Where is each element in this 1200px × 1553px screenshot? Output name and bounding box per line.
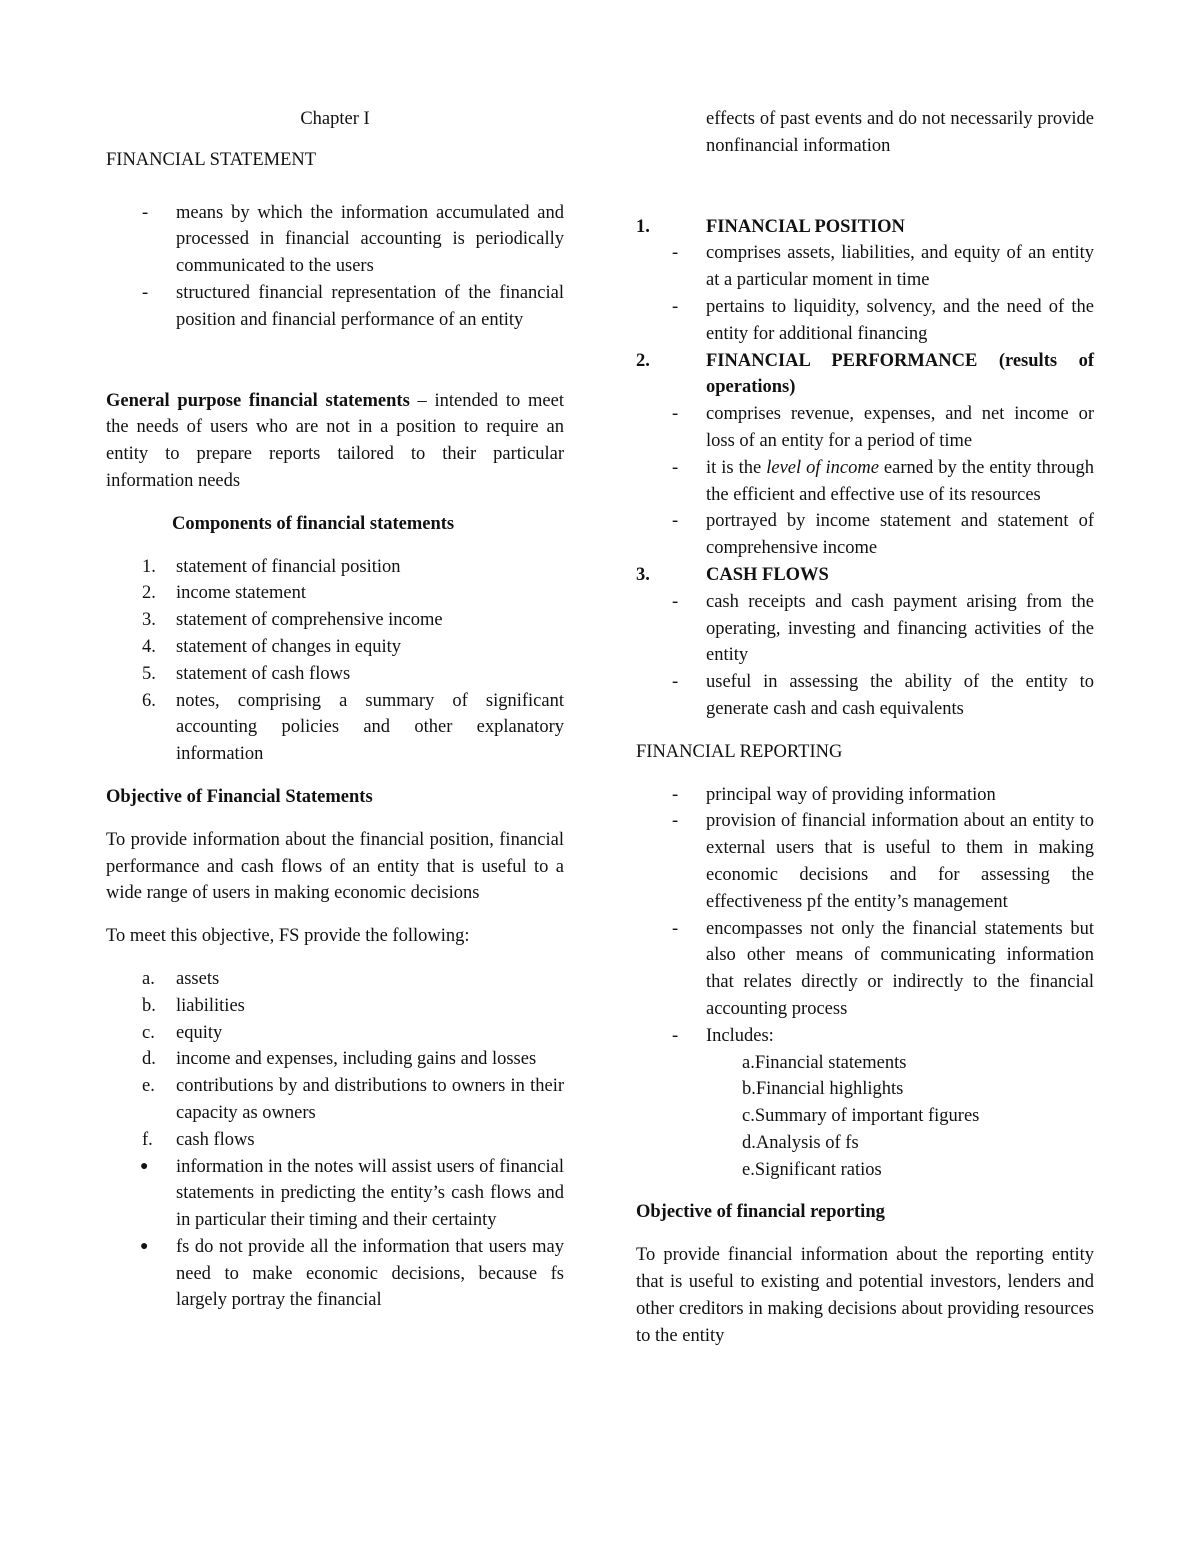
list-item [636,589,1094,669]
list-marker: 2. [142,583,156,604]
list-marker: b. [742,1079,756,1100]
list-marker: 6. [142,690,156,711]
objective-reporting-heading: Objective of financial reporting [636,1202,885,1223]
list-text: income and expenses, including gains and losses [176,1049,537,1070]
list-item: - structured financial representation of the financial position and financial performance of an entity [142,282,564,330]
left-column [106,106,564,1314]
list-marker: - [672,811,679,832]
list-text: portrayed by income statement and statement of comprehensive income [706,511,1094,559]
list-item [106,607,564,634]
list-text: cash flows [176,1129,255,1150]
list-text: statement of financial position [176,556,401,577]
list-marker: - [672,918,679,939]
general-purpose-term: General purpose financial statements [106,390,410,411]
list-item [106,634,564,661]
list-marker: ● [140,1158,149,1174]
list-text: fs do not provide all the information that users may need to make economic decisions, because fs largely portray the financial [176,1236,564,1311]
list-marker: - [672,672,679,693]
list-marker: d. [142,1049,156,1070]
objective-fs-text: To provide information about the financial position, financial performance and cash flows of an entity that is useful to a wide range of users in making economic decisions [106,829,564,904]
list-text: notes, comprising a summary of significant accounting policies and other explanatory information [176,690,564,765]
list-item [636,916,1094,1023]
list-marker: - [672,511,679,532]
section-title: FINANCIAL POSITION [706,216,905,237]
meet-objective-text: To meet this objective, FS provide the following: [106,926,470,947]
list-text: information in the notes will assist users of financial statements in predicting the entity’s cash flows and in particular their timing and their certainty [176,1156,564,1231]
general-purpose-paragraph: General purpose financial statements – intended to meet the needs of users who are not in a position to require an entity to prepare reports tailored to their particular information needs [106,390,564,491]
bullet-list [106,1154,564,1315]
list-marker: b. [142,995,156,1016]
definition-list [106,200,564,334]
list-item [106,580,564,607]
list-marker: c. [142,1022,155,1043]
list-marker: 1. [142,556,156,577]
components-heading: Components of financial statements [172,513,455,534]
list-item [706,1130,1094,1157]
list-text: Significant ratios [754,1159,882,1180]
section-number: 3. [636,564,650,585]
list-marker: f. [142,1129,153,1150]
list-text: cash receipts and cash payment arising from the operating, investing and financing activities of the entity [706,591,1094,666]
section-number: 1. [636,216,650,237]
list-text: it is the level of income earned by the entity through the efficient and effective use of its resources [706,457,1094,505]
list-marker: - [672,784,679,805]
list-text: Summary of important figures [754,1106,980,1127]
list-marker: e. [142,1076,155,1097]
list-text: Includes: [706,1025,774,1046]
list-marker: - [672,404,679,425]
list-item [636,1023,1094,1050]
list-text: liabilities [176,995,245,1016]
provide-list [106,966,564,1154]
list-item [106,1020,564,1047]
list-text: comprises assets, liabilities, and equity of an entity at a particular moment in time [706,243,1094,291]
list-item [106,1234,564,1314]
list-text: statement of cash flows [176,663,351,684]
list-item [106,993,564,1020]
list-marker: - [672,591,679,612]
list-item [106,1073,564,1127]
section-title: CASH FLOWS [706,564,829,585]
list-marker: - [672,1025,679,1046]
section-number: 2. [636,350,650,371]
list-text: pertains to liquidity, solvency, and the need of the entity for additional financing [706,296,1094,344]
list-item [636,401,1094,455]
list-text: useful in assessing the ability of the entity to generate cash and cash equivalents [706,672,1094,719]
chapter-title: Chapter I [300,109,370,129]
list-marker: ● [140,1238,149,1254]
objective-fs-heading: Objective of Financial Statements [106,786,373,807]
list-marker: 5. [142,663,156,684]
list-item [636,294,1094,348]
includes-list [706,1050,1094,1184]
section-heading [636,214,1094,241]
list-item [106,966,564,993]
section-heading [636,562,1094,589]
reporting-list [636,782,1094,1050]
list-marker: - [672,457,679,478]
list-text: provision of financial information about an entity to external users that is useful to them in making economic decisions and for assessing the effectiveness pf the entity’s management [706,811,1094,912]
list-item [106,1046,564,1073]
objective-reporting-text: To provide financial information about the reporting entity that is useful to existing and potential investors, lenders and other creditors in making decisions about providing resources to the entity [636,1245,1094,1346]
list-item [636,808,1094,915]
list-text: statement of comprehensive income [176,610,443,631]
right-column [636,106,1094,1349]
financial-reporting-heading: FINANCIAL REPORTING [636,741,843,762]
list-marker: a. [742,1052,755,1073]
list-text: comprises revenue, expenses, and net income or loss of an entity for a period of time [706,404,1094,451]
section-heading [636,348,1094,402]
list-text: contributions by and distributions to owners in their capacity as owners [176,1076,564,1123]
list-item [636,455,1094,509]
list-text: income statement [176,583,306,604]
list-marker: d. [742,1132,756,1153]
list-marker: 3. [142,610,156,631]
list-item [106,1127,564,1154]
statement-sections [636,214,1094,723]
list-item [636,782,1094,809]
financial-statement-heading: FINANCIAL STATEMENT [106,149,317,170]
list-item [636,508,1094,562]
list-item [106,554,564,581]
list-marker: a. [142,968,155,989]
list-text: statement of changes in equity [176,636,402,657]
components-list [106,554,564,768]
continued-text: effects of past events and do not necessarily provide nonfinancial information [706,109,1094,156]
list-marker: - [672,296,679,317]
list-marker: - [672,243,679,264]
list-item [636,240,1094,294]
list-marker: e. [742,1159,755,1180]
list-text: Analysis of fs [755,1132,859,1153]
list-text: Financial statements [754,1052,907,1073]
list-item [706,1050,1094,1077]
list-text: equity [176,1022,223,1043]
list-text: principal way of providing information [706,784,996,805]
list-text: Financial highlights [755,1079,904,1100]
list-item [106,1154,564,1234]
list-item [636,669,1094,723]
list-text: assets [176,968,220,989]
section-title: FINANCIAL PERFORMANCE (results of operations) [706,350,1094,398]
list-text: encompasses not only the financial statements but also other means of communicating information that relates directly or indirectly to the financial accounting process [706,918,1094,1019]
list-item: - means by which the information accumulated and processed in financial accounting is periodically communicated to the users [142,202,564,277]
list-marker: c. [742,1106,755,1127]
list-item [706,1076,1094,1103]
list-item [106,688,564,768]
list-item [706,1103,1094,1130]
list-marker: 4. [142,636,156,657]
list-item [706,1157,1094,1184]
list-item [106,661,564,688]
